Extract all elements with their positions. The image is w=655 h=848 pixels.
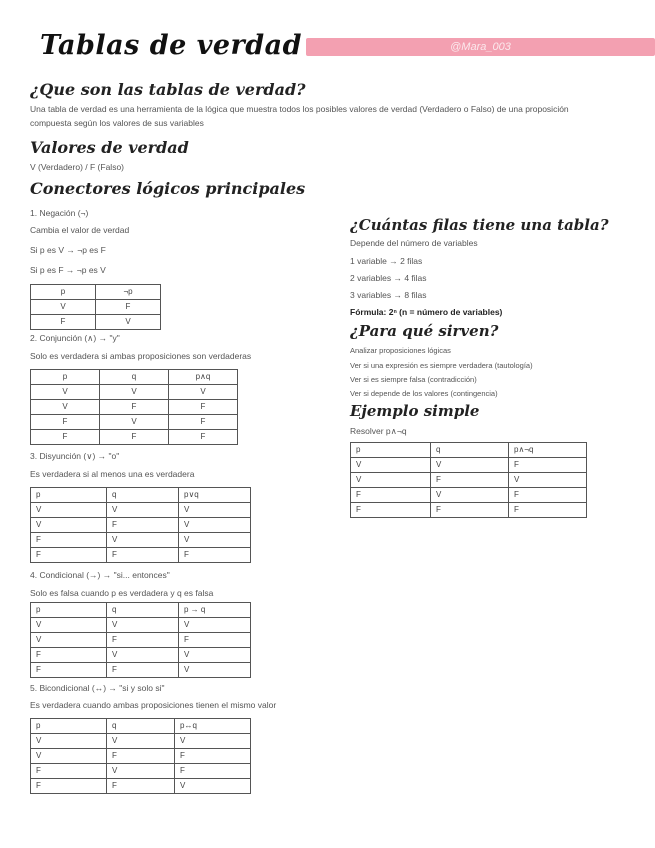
table-cell: V <box>107 503 179 518</box>
table-cell: V <box>31 503 107 518</box>
table-row <box>31 633 251 648</box>
page-title: Tablas de verdad <box>40 30 303 61</box>
table-cell: F <box>509 458 587 473</box>
table-header-cell: p <box>31 603 107 618</box>
table-cell: V <box>509 473 587 488</box>
table-cell: F <box>31 533 107 548</box>
table-cell: F <box>179 548 251 563</box>
condicional-title: 4. Condicional (→) → "si... entonces" <box>30 570 170 580</box>
table-row <box>31 618 251 633</box>
table-cell: V <box>96 315 161 330</box>
sirven-line-1: Analizar proposiciones lógicas <box>350 346 451 355</box>
table-cell: V <box>31 400 100 415</box>
table-cell: V <box>351 473 431 488</box>
table-cell: F <box>31 548 107 563</box>
table-cell: V <box>107 618 179 633</box>
conjuncion-desc: Solo es verdadera si ambas proposiciones son verdaderas <box>30 351 252 361</box>
intro-heading: ¿Que son las tablas de verdad? <box>30 80 306 99</box>
bicondicional-table <box>30 718 251 794</box>
table-cell: V <box>179 663 251 678</box>
table-cell: F <box>351 488 431 503</box>
bicondicional-desc: Es verdadera cuando ambas proposiciones tienen el mismo valor <box>30 700 277 710</box>
table-cell: F <box>509 503 587 518</box>
negacion-title: 1. Negación (¬) <box>30 208 89 218</box>
table-cell: F <box>169 400 238 415</box>
table-header-row <box>351 443 587 458</box>
table-header-cell: q <box>107 603 179 618</box>
filas-heading: ¿Cuántas filas tiene una tabla? <box>350 216 609 234</box>
table-header-cell: p∨q <box>179 488 251 503</box>
table-cell: F <box>31 663 107 678</box>
disyuncion-table <box>30 487 251 563</box>
sirven-line-4: Ver si depende de los valores (contingencia) <box>350 389 498 398</box>
table-cell: V <box>31 618 107 633</box>
table-row <box>31 430 238 445</box>
intro-paragraph <box>30 102 630 130</box>
author-banner: @Mara_003 <box>306 38 655 56</box>
table-cell: V <box>31 734 107 749</box>
table-cell: F <box>107 749 175 764</box>
filas-line-3: 2 variables → 4 filas <box>350 273 427 283</box>
table-cell: V <box>31 633 107 648</box>
table-row <box>31 415 238 430</box>
condicional-desc: Solo es falsa cuando p es verdadera y q es falsa <box>30 588 214 598</box>
table-header-cell: p <box>31 719 107 734</box>
table-row <box>31 663 251 678</box>
table-row <box>31 533 251 548</box>
table-header-cell: p∧¬q <box>509 443 587 458</box>
table-cell: V <box>175 734 251 749</box>
table-cell: F <box>179 633 251 648</box>
ejemplo-expression: Resolver p∧¬q <box>350 426 407 436</box>
table-row <box>31 400 238 415</box>
conjuncion-table <box>30 369 238 445</box>
table-cell: V <box>431 488 509 503</box>
table-cell: F <box>31 779 107 794</box>
table-header-cell: p <box>31 285 96 300</box>
table-row <box>31 764 251 779</box>
table-header-cell: p∧q <box>169 370 238 385</box>
table-cell: V <box>179 518 251 533</box>
table-cell: V <box>107 533 179 548</box>
table-cell: V <box>31 518 107 533</box>
valores-heading: Valores de verdad <box>30 138 189 157</box>
table-row <box>31 385 238 400</box>
negacion-rule-1: Si p es V → ¬p es F <box>30 245 106 255</box>
table-header-row <box>31 285 161 300</box>
table-row <box>31 300 161 315</box>
intro-line-2: compuesta según los valores de sus variables <box>30 118 204 128</box>
filas-line-1: Depende del número de variables <box>350 238 478 248</box>
table-row <box>31 518 251 533</box>
table-row <box>31 734 251 749</box>
table-header-cell: p → q <box>179 603 251 618</box>
table-row <box>351 458 587 473</box>
table-cell: V <box>100 385 169 400</box>
table-header-row <box>31 370 238 385</box>
table-row <box>31 548 251 563</box>
table-cell: F <box>107 518 179 533</box>
table-header-cell: p <box>31 370 100 385</box>
filas-line-4: 3 variables → 8 filas <box>350 290 427 300</box>
table-cell: V <box>179 503 251 518</box>
table-cell: V <box>100 415 169 430</box>
table-cell: F <box>100 430 169 445</box>
valores-text: V (Verdadero) / F (Falso) <box>30 162 125 172</box>
disyuncion-title: 3. Disyunción (∨) → "o" <box>30 451 120 461</box>
table-header-cell: p <box>31 488 107 503</box>
table-row <box>31 779 251 794</box>
disyuncion-desc: Es verdadera si al menos una es verdadera <box>30 469 195 479</box>
table-cell: F <box>107 663 179 678</box>
table-header-row <box>31 603 251 618</box>
table-cell: V <box>179 648 251 663</box>
table-header-cell: q <box>431 443 509 458</box>
table-cell: F <box>431 473 509 488</box>
table-row <box>31 749 251 764</box>
table-cell: V <box>169 385 238 400</box>
table-cell: V <box>431 458 509 473</box>
table-row <box>351 488 587 503</box>
table-cell: F <box>509 488 587 503</box>
negacion-desc: Cambia el valor de verdad <box>30 225 130 235</box>
filas-formula: Fórmula: 2ⁿ (n = número de variables) <box>350 307 503 317</box>
table-cell: F <box>107 633 179 648</box>
table-cell: F <box>100 400 169 415</box>
table-cell: F <box>96 300 161 315</box>
table-header-row <box>31 488 251 503</box>
table-cell: F <box>31 415 100 430</box>
table-cell: F <box>31 648 107 663</box>
table-cell: V <box>175 779 251 794</box>
negacion-table <box>30 284 161 330</box>
filas-line-2: 1 variable → 2 filas <box>350 256 423 266</box>
table-cell: F <box>431 503 509 518</box>
sirven-line-2: Ver si una expresión es siempre verdadera (tautología) <box>350 361 533 370</box>
table-cell: F <box>31 764 107 779</box>
table-cell: V <box>107 764 175 779</box>
table-header-cell: q <box>107 719 175 734</box>
table-header-cell: q <box>100 370 169 385</box>
table-header-cell: p↔q <box>175 719 251 734</box>
table-header-cell: p <box>351 443 431 458</box>
table-header-cell: q <box>107 488 179 503</box>
table-row <box>351 503 587 518</box>
table-cell: F <box>351 503 431 518</box>
table-cell: F <box>175 764 251 779</box>
ejemplo-table <box>350 442 587 518</box>
table-cell: F <box>169 430 238 445</box>
table-cell: V <box>107 734 175 749</box>
negacion-rule-2: Si p es F → ¬p es V <box>30 265 106 275</box>
table-cell: F <box>175 749 251 764</box>
condicional-table <box>30 602 251 678</box>
table-cell: F <box>31 430 100 445</box>
conectores-heading: Conectores lógicos principales <box>30 179 306 198</box>
table-cell: V <box>179 618 251 633</box>
sirven-heading: ¿Para qué sirven? <box>350 322 499 340</box>
table-cell: F <box>169 415 238 430</box>
ejemplo-heading: Ejemplo simple <box>350 402 480 420</box>
table-row <box>31 648 251 663</box>
table-cell: V <box>351 458 431 473</box>
conjuncion-title: 2. Conjunción (∧) → "y" <box>30 333 120 343</box>
sirven-line-3: Ver si es siempre falsa (contradicción) <box>350 375 477 384</box>
table-row <box>351 473 587 488</box>
table-cell: V <box>107 648 179 663</box>
bicondicional-title: 5. Bicondicional (↔) → "si y solo si" <box>30 683 165 693</box>
table-cell: V <box>179 533 251 548</box>
table-cell: F <box>107 779 175 794</box>
table-cell: F <box>107 548 179 563</box>
table-header-row <box>31 719 251 734</box>
table-row <box>31 503 251 518</box>
table-row <box>31 315 161 330</box>
table-cell: V <box>31 300 96 315</box>
table-cell: V <box>31 749 107 764</box>
table-cell: F <box>31 315 96 330</box>
table-header-cell: ¬p <box>96 285 161 300</box>
table-cell: V <box>31 385 100 400</box>
intro-line-1: Una tabla de verdad es una herramienta de la lógica que muestra todos los posibles valores de verdad (Verdadero o Falso) de una proposición <box>30 104 569 114</box>
